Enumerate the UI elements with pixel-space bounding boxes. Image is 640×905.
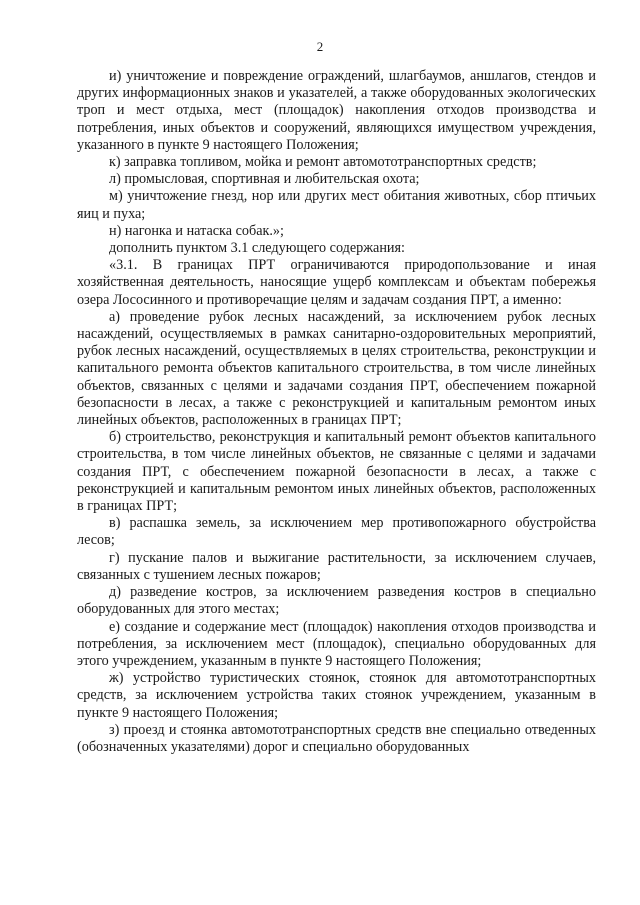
paragraph-clause-3-1: «3.1. В границах ПРТ ограничиваются природопользование и иная хозяйственная деятельность, наносящие ущерб комплексам и объектам побережья озера Лососинного и противоречащие целям и задачам создания ПРТ, а именно: — [77, 257, 596, 308]
document-body — [77, 68, 596, 756]
paragraph-amendment-intro: дополнить пунктом 3.1 следующего содержания: — [109, 240, 405, 257]
paragraph-item-b: б) строительство, реконструкция и капитальный ремонт объектов капитального строительства, в том числе линейных объектов, не связанные с целями и задачами создания ПРТ, с обеспечением пожарной безопасности в лесах, а также с реконструкцией и капитальным ремонтом иных линейных объектов, расположенных в границах ПРТ; — [77, 429, 596, 515]
page-number: 2 — [316, 39, 324, 54]
paragraph-item-m: м) уничтожение гнезд, нор или других мест обитания животных, сбор птичьих яиц и пуха; — [77, 188, 596, 222]
paragraph-item-e: е) создание и содержание мест (площадок) накопления отходов производства и потребления, за исключением мест (площадок), специально оборудованных для этого учреждением, указанным в пункте 9 настоящего Положения; — [77, 618, 596, 669]
paragraph-item-k: к) заправка топливом, мойка и ремонт автомототранспортных средств; — [109, 154, 537, 171]
paragraph-item-d: д) разведение костров, за исключением разведения костров в специально оборудованных для этого местах; — [77, 584, 596, 618]
paragraph-item-n: н) нагонка и натаска собак.»; — [109, 222, 284, 239]
paragraph-item-z: з) проезд и стоянка автомототранспортных средств вне специально отведенных (обозначенных указателями) дорог и специально оборудованных — [77, 721, 596, 755]
paragraph-item-zh: ж) устройство туристических стоянок, стоянок для автомототранспортных средств, за исключением устройства таких стоянок учреждением, указанным в пункте 9 настоящего Положения; — [77, 670, 596, 721]
paragraph-item-l: л) промысловая, спортивная и любительская охота; — [109, 171, 420, 188]
paragraph-item-i: и) уничтожение и повреждение ограждений, шлагбаумов, аншлагов, стендов и других информационных знаков и указателей, а также оборудованных экологических троп и мест отдыха, мест (площадок) накопления отходов производства и потребления, иных объектов и сооружений, являющихся имуществом учреждения, указанного в пункте 9 настоящего Положения; — [77, 68, 596, 153]
paragraph-item-g: г) пускание палов и выжигание растительности, за исключением случаев, связанных с тушением лесных пожаров; — [77, 549, 596, 583]
paragraph-item-v: в) распашка земель, за исключением мер противопожарного обустройства лесов; — [77, 515, 596, 549]
paragraph-item-a: а) проведение рубок лесных насаждений, за исключением рубок лесных насаждений, осуществляемых в рамках санитарно-оздоровительных мероприятий, рубок лесных насаждений, осуществляемых в целях строительства, реконструкции и капитального ремонта объектов капитального строительства, в том числе линейных объектов, связанных с целями и задачами создания ПРТ, обеспечением пожарной безопасности в лесах, а также с реконструкцией и капитальным ремонтом иных линейных объектов, расположенных в границах ПРТ; — [77, 308, 596, 429]
